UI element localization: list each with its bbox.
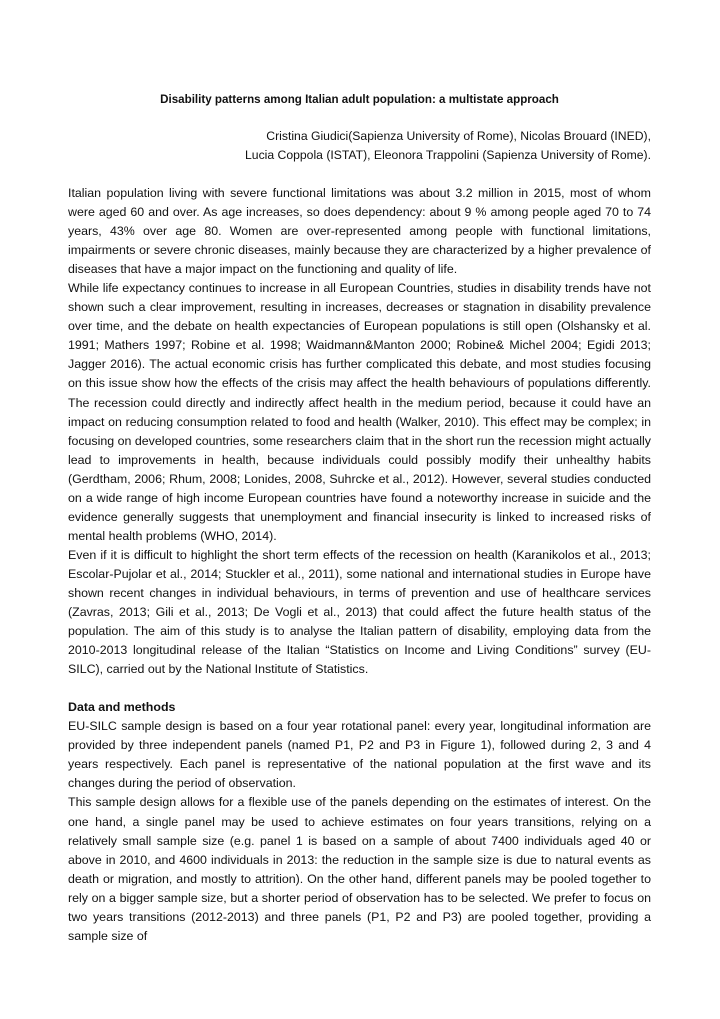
author-block (68, 127, 651, 165)
body-paragraph: This sample design allows for a flexible use of the panels depending on the estimates of interest. On the one hand, a single panel may be used to achieve estimates on four years transitions, relying on a relatively small sample size (e.g. panel 1 is based on a sample of about 7400 individuals aged 40 or above in 2010, and 4600 individuals in 2013: the reduction in the sample size is due to natural events as death or migration, and mostly to attrition). On the other hand, different panels may be pooled together to rely on a bigger sample size, but a shorter period of observation has to be selected. We prefer to focus on two years transitions (2012-2013) and three panels (P1, P2 and P3) are pooled together, providing a sample size of (68, 795, 651, 943)
document-page (68, 92, 651, 946)
body-paragraph: Italian population living with severe functional limitations was about 3.2 million in 2015, most of whom were aged 60 and over. As age increases, so does dependency: about 9 % among people aged 70 to 74 years, 43% over age 80. Women are over-represented among people with functional limitations, impairments or severe chronic diseases, mainly because they are characterized by a higher prevalence of diseases that have a major impact on the functioning and quality of life. (68, 186, 651, 277)
section-heading: Data and methods (68, 700, 176, 715)
author-line: Cristina Giudici(Sapienza University of Rome), Nicolas Brouard (INED), (266, 129, 651, 143)
body-paragraph: While life expectancy continues to increase in all European Countries, studies in disability trends have not shown such a clear improvement, resulting in increases, decreases or stagnation in disability prevalence over time, and the debate on health expectancies of European populations is still open (Olshansky et al. 1991; Mathers 1997; Robine et al. 1998; Waidmann&Manton 2000; Robine& Michel 2004; Egidi 2013; Jagger 2016). The actual economic crisis has further complicated this debate, and most studies focusing on this issue show how the effects of the crisis may affect the health behaviours of populations differently. The recession could directly and indirectly affect health in the medium period, because it could have an impact on reducing consumption related to food and health (Walker, 2010). This effect may be complex; in focusing on developed countries, some researchers claim that in the short run the recession might actually lead to improvements in health, because individuals could possibly modify their unhealthy habits (Gerdtham, 2006; Rhum, 2008; Lonides, 2008, Suhrcke et al., 2012). However, several studies conducted on a wide range of high income European countries have found a noteworthy increase in suicide and the evidence generally suggests that unemployment and financial insecurity is linked to increased risks of mental health problems (WHO, 2014). (68, 281, 651, 543)
paper-title: Disability patterns among Italian adult population: a multistate approach (160, 93, 559, 106)
author-line: Lucia Coppola (ISTAT), Eleonora Trappolini (Sapienza University of Rome). (245, 148, 651, 162)
introduction-section (68, 184, 651, 679)
body-paragraph: Even if it is difficult to highlight the short term effects of the recession on health (Karanikolos et al., 2013; Escolar-Pujolar et al., 2014; Stuckler et al., 2011), some national and international studies in Europe have shown recent changes in individual behaviours, in terms of prevention and use of healthcare services (Zavras, 2013; Gili et al., 2013; De Vogli et al., 2013) that could affect the future health status of the population. The aim of this study is to analyse the Italian pattern of disability, employing data from the 2010-2013 longitudinal release of the Italian “Statistics on Income and Living Conditions” survey (EU-SILC), carried out by the National Institute of Statistics. (68, 547, 651, 677)
body-paragraph: EU-SILC sample design is based on a four year rotational panel: every year, longitudinal information are provided by three independent panels (named P1, P2 and P3 in Figure 1), followed during 2, 3 and 4 years respectively. Each panel is representative of the national population at the first wave and its changes during the period of observation. (68, 719, 651, 791)
methods-section (68, 698, 651, 946)
